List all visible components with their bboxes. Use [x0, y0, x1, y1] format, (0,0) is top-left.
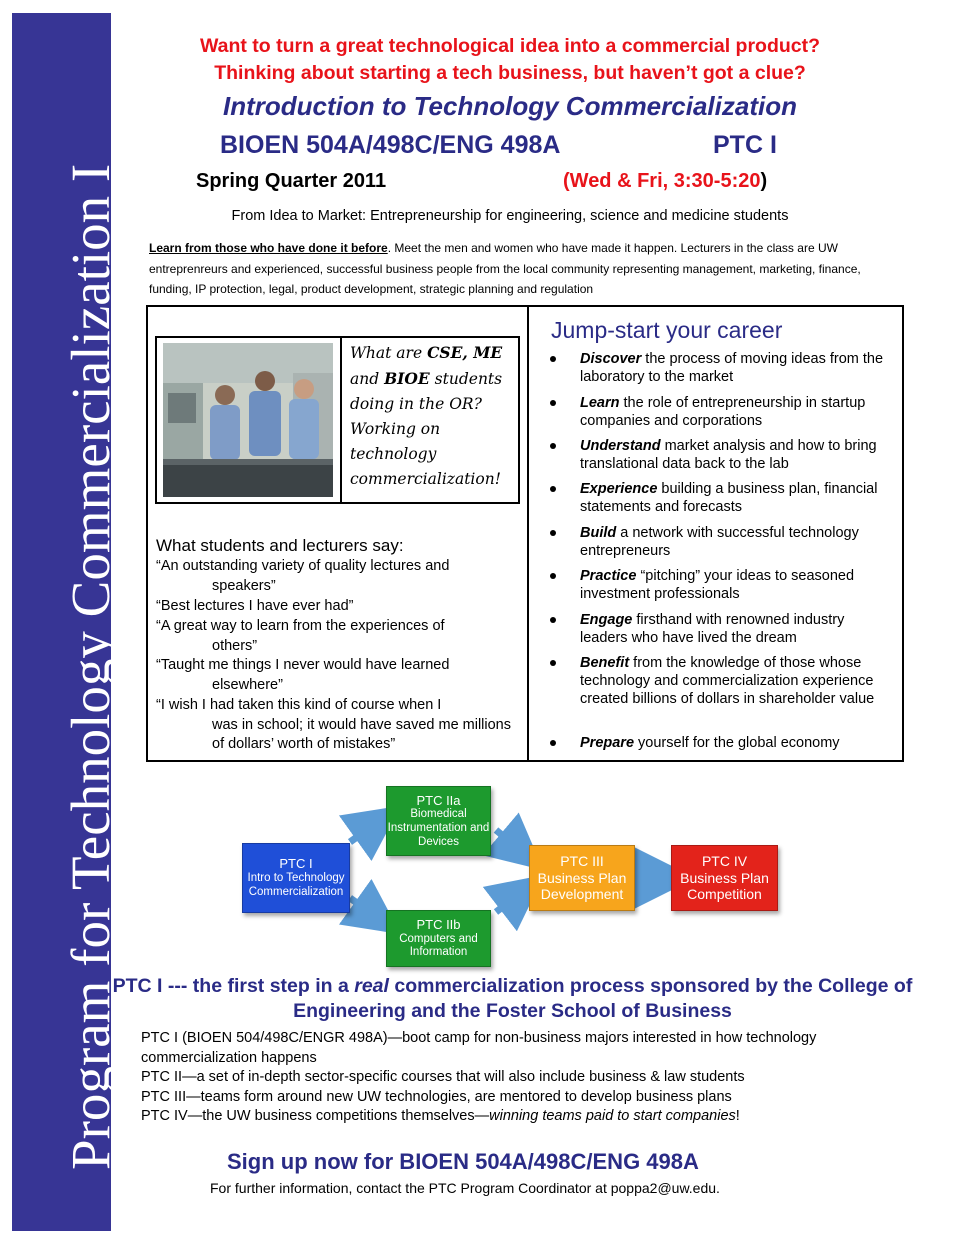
intro-lead: Learn from those who have done it before	[149, 241, 388, 255]
testimonial-quote: “A great way to learn from the experiences of others”	[156, 618, 445, 654]
list-item: Discover the process of moving ideas from the laboratory to the market	[550, 350, 895, 394]
testimonials-title: What students and lecturers say:	[156, 536, 404, 555]
course-tag: PTC I	[713, 131, 777, 159]
testimonial-quote: “Taught me things I never would have learned elsewhere”	[156, 657, 450, 693]
arrow-icon	[496, 830, 522, 852]
signup-call-to-action: Sign up now for BIOEN 504A/498C/ENG 498A	[227, 1149, 699, 1174]
contact-info: For further information, contact the PTC Program Coordinator at poppa2@uw.edu.	[210, 1180, 720, 1196]
quarter: Spring Quarter 2011	[196, 170, 387, 192]
ptc1-box: PTC I Intro to Technology Commercialization	[242, 843, 350, 913]
headline-question-2: Thinking about starting a tech business, but haven’t got a clue?	[214, 62, 806, 84]
bullet-icon	[550, 486, 556, 492]
bullet-icon	[550, 740, 556, 746]
jumpstart-title: Jump-start your career	[551, 317, 783, 343]
arrow-icon	[350, 822, 378, 842]
ptc-heading: PTC I --- the first step in a real commercialization process sponsored by the College of Engineering and the Foster School of Business	[112, 975, 913, 1022]
schedule: (Wed & Fri, 3:30-5:20)	[563, 170, 768, 192]
testimonial-quote: “Best lectures I have ever had”	[156, 598, 354, 614]
intro-paragraph	[149, 238, 889, 300]
operating-room-photo	[163, 343, 333, 497]
schedule-times: Wed & Fri, 3:30-5:20	[569, 170, 761, 192]
list-item: Experience building a business plan, financial statements and forecasts	[550, 480, 895, 524]
tagline: From Idea to Market: Entrepreneurship for engineering, science and medicine students	[231, 208, 789, 224]
bullet-icon	[550, 573, 556, 579]
bullet-icon	[550, 660, 556, 666]
list-item: Engage firsthand with renowned industry leaders who have lived the dream	[550, 611, 895, 654]
list-item: Benefit from the knowledge of those whose technology and commercialization experience created billions of dollars in shareholder value	[550, 654, 895, 734]
ptc4-box: PTC IV Business Plan Competition	[671, 845, 778, 911]
list-item: PTC IV—the UW business competitions themselves—winning teams paid to start companies!	[141, 1108, 740, 1124]
testimonial-quote: “I wish I had taken this kind of course when I was in school; it would have saved me millions of dollars’ worth of mistakes”	[156, 697, 511, 752]
content-box-divider	[527, 305, 529, 762]
testimonial-quote: “An outstanding variety of quality lectures and speakers”	[156, 558, 450, 594]
ptc-program-list	[141, 1029, 911, 1127]
ptc2a-box: PTC IIa Biomedical Instrumentation and Devices	[386, 786, 491, 856]
arrow-icon	[496, 892, 522, 912]
bullet-icon	[550, 400, 556, 406]
jumpstart-list	[550, 350, 895, 752]
course-code: BIOEN 504A/498C/ENG 498A	[220, 131, 561, 159]
photo-frame-divider	[340, 336, 342, 504]
list-item: Practice “pitching” your ideas to seasoned investment professionals	[550, 567, 895, 611]
sidebar-title: Program for Technology Commercialization I	[60, 163, 121, 1170]
list-item: Understand market analysis and how to bring translational data back to the lab	[550, 437, 895, 480]
bullet-icon	[550, 530, 556, 536]
ptc3-box: PTC III Business Plan Development	[529, 845, 635, 911]
list-item: PTC II—a set of in-depth sector-specific courses that will also include business & law students	[141, 1069, 745, 1085]
list-item: Prepare yourself for the global economy	[550, 734, 895, 752]
photo-caption: What are CSE, ME and BIOE students doing in the OR? Working on technology commercialization!	[350, 343, 503, 488]
bullet-icon	[550, 356, 556, 362]
ptc2b-box: PTC IIb Computers and Information	[386, 910, 491, 967]
list-item: PTC I (BIOEN 504/498C/ENGR 498A)—boot camp for non-business majors interested in how technology commercialization happens	[141, 1030, 817, 1066]
intro-body: . Meet the men and women who have made it happen. Lecturers in the class are UW entreprenreurs and experienced, successful business people from the local community representing management, marketing, finance, funding, IP protection, legal, product development, strategic planning and regulation	[149, 241, 861, 296]
list-item: Learn the role of entrepreneurship in startup companies and corporations	[550, 394, 895, 437]
page-title: Introduction to Technology Commercialization	[223, 91, 797, 121]
headline-question-1: Want to turn a great technological idea into a commercial product?	[199, 35, 821, 57]
bullet-icon	[550, 617, 556, 623]
list-item: Build a network with successful technology entrepreneurs	[550, 524, 895, 567]
list-item: PTC III—teams form around new UW technologies, are mentored to develop business plans	[141, 1088, 732, 1105]
arrow-icon	[350, 898, 378, 918]
bullet-icon	[550, 443, 556, 449]
